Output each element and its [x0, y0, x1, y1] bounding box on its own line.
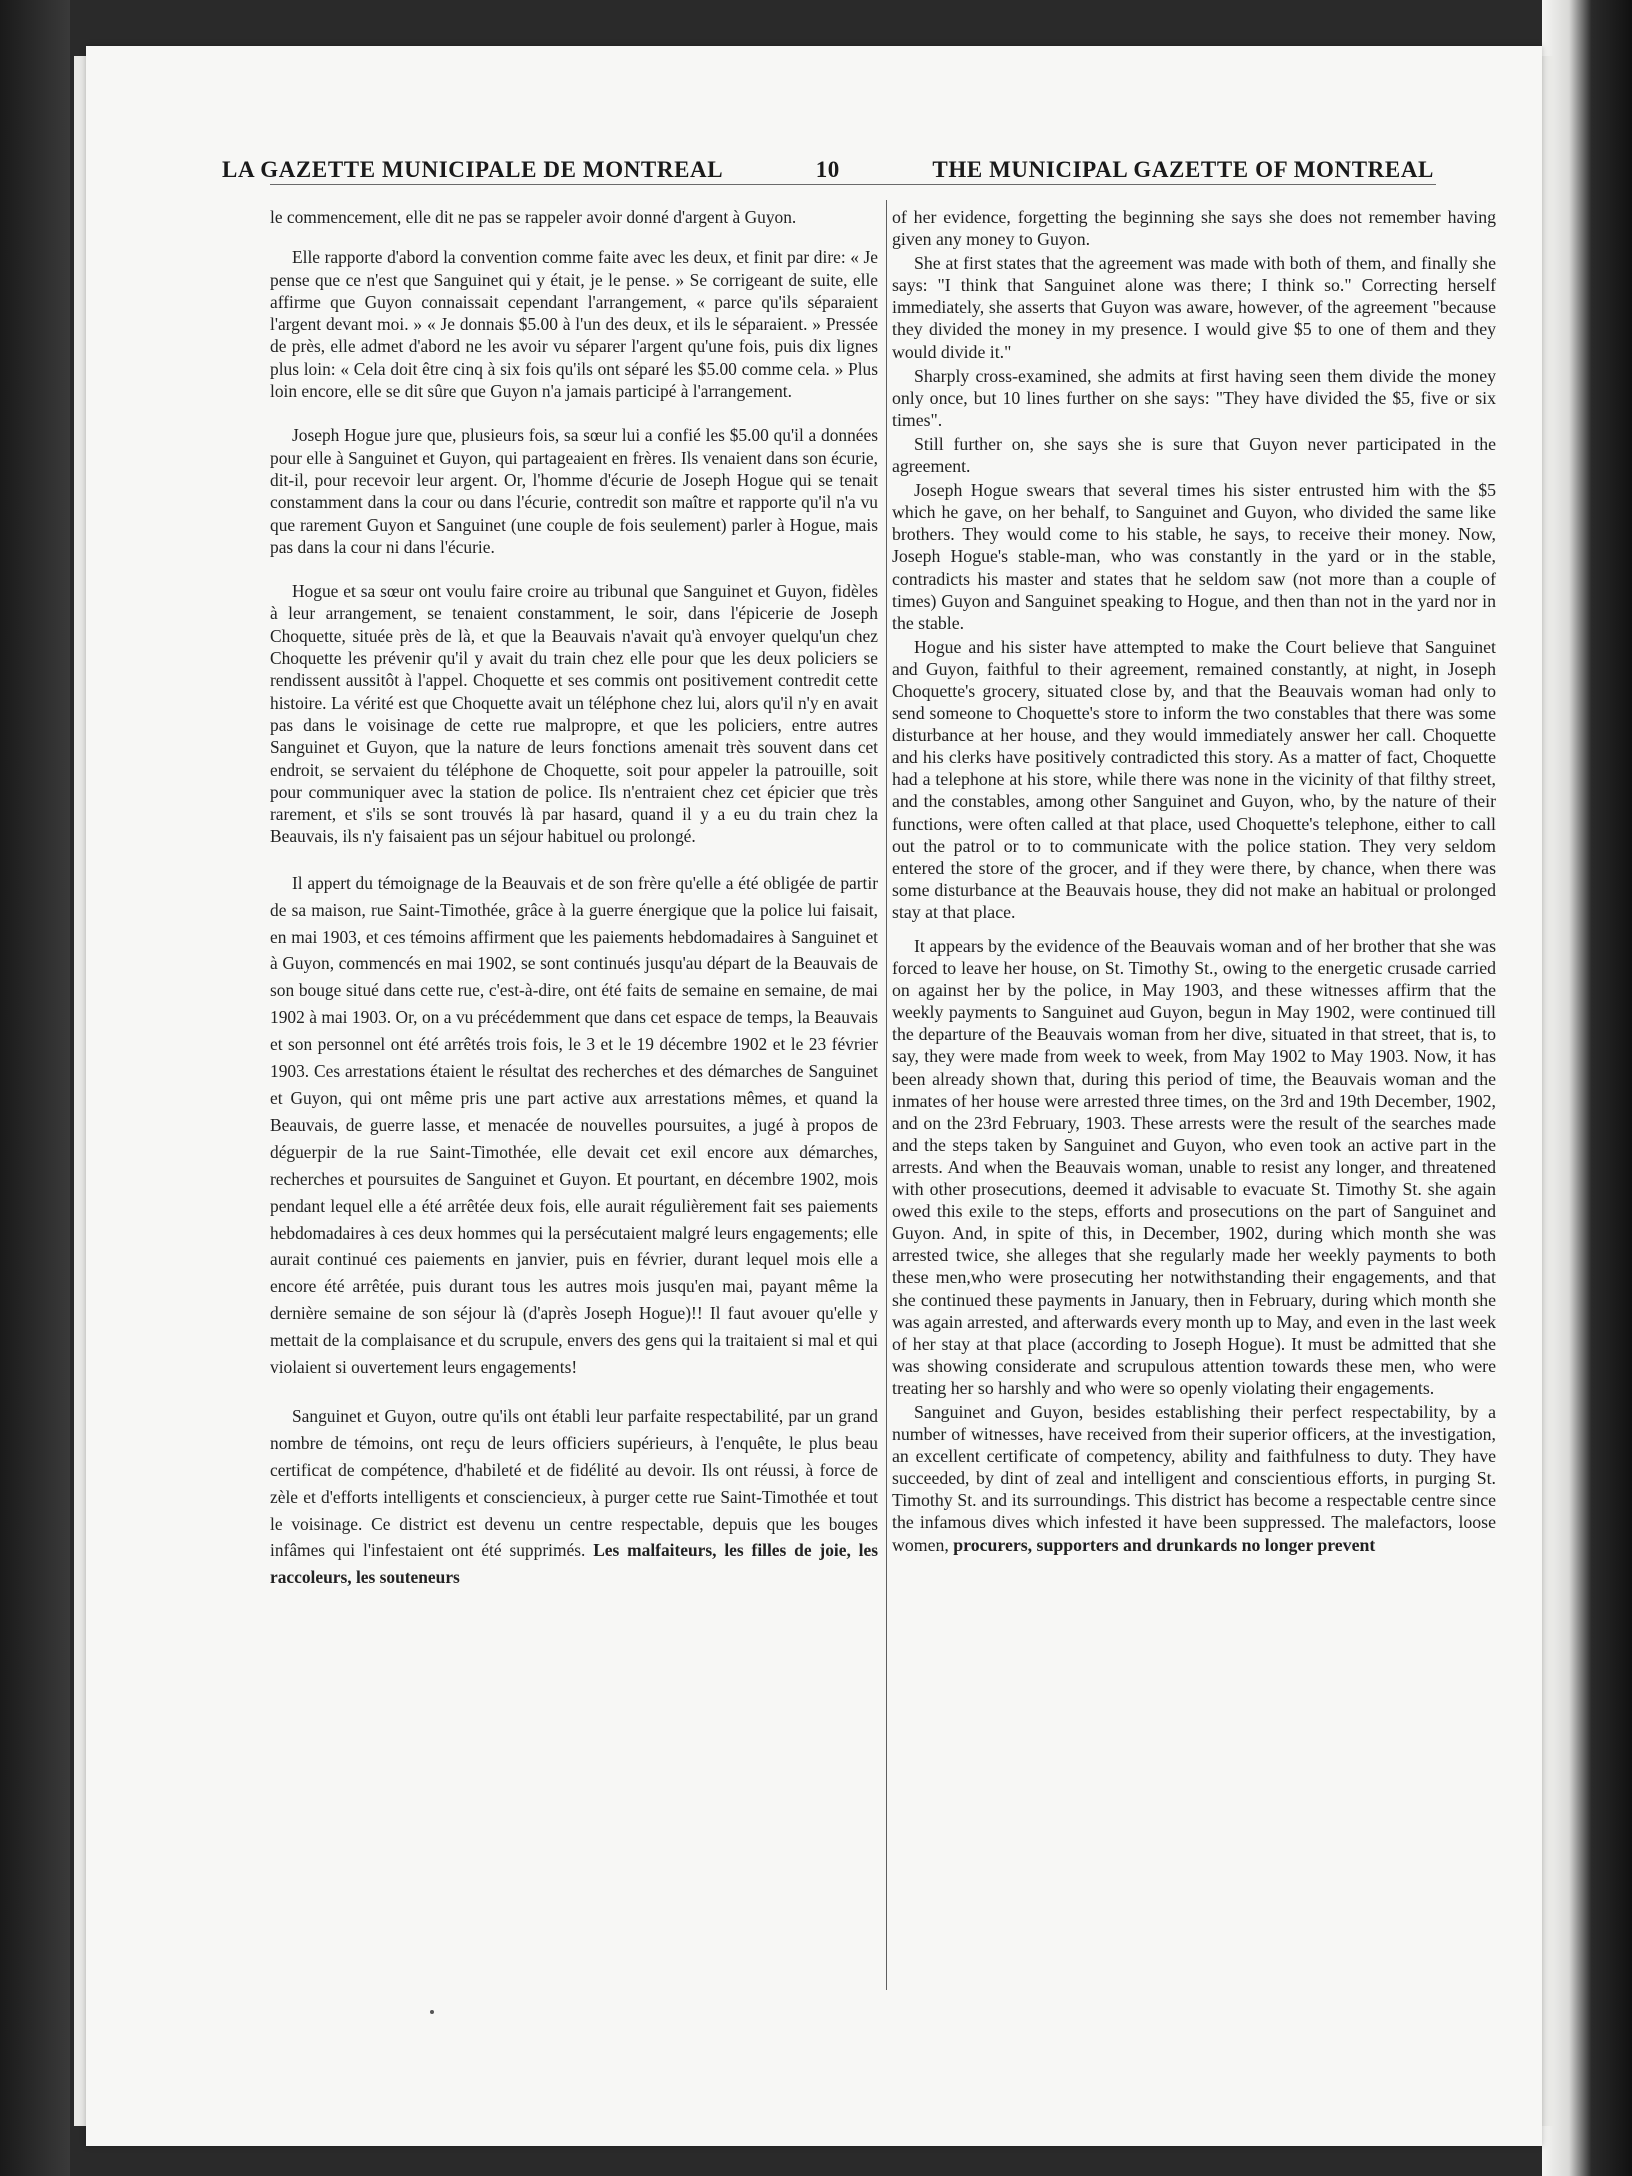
- scanner-backdrop-left: [0, 0, 70, 2176]
- page-number: 10: [815, 157, 840, 182]
- column-divider: [886, 200, 887, 1990]
- en-paragraph-text: Sanguinet and Guyon, besides establishing their perfect respectability, by a number of witnesses, have received from their superior officers, at the investigation, an excellent certificate of competency, ability and faithfulness to duty. They have succeeded, by dint of zeal and intelligent and conscientious efforts, in purging St. Timothy St. and its surroundings. This district has become a respectable centre since the infamous dives which infested it have been suppressed. The malefactors, loose women,: [892, 1401, 1496, 1555]
- header-title-en: THE MUNICIPAL GAZETTE OF MONTREAL: [932, 157, 1434, 182]
- en-paragraph: Hogue and his sister have attempted to make the Court believe that Sanguinet and Guyon, faithful to their agreement, remained constantly, at night, in Joseph Choquette's grocery, situated close by, and that the Beauvais woman had only to send someone to Choquette's store to inform the two constables that there was some disturbance at her house, and they would immediately answer her call. Choquette and his clerks have positively contradicted this story. As a matter of fact, Choquette had a telephone at his store, while there was none in the vicinity of that filthy street, and the constables, among other Sanguinet and Guyon, who, by the nature of their functions, were often called at that place, used Choquette's telephone, either to call out the patrol or to to communicate with the police station. They very seldom entered the store of the grocer, and if they were there, by chance, when there was some disturbance at the Beauvais house, they did not make an habitual or prolonged stay at that place.: [892, 636, 1496, 922]
- en-paragraph: Joseph Hogue swears that several times his sister entrusted him with the $5 which he gave, on her behalf, to Sanguinet and Guyon, who divided the same like brothers. They would come to his stable, he says, to receive their money. Now, Joseph Hogue's stable-man, who was constantly in the yard or in the stable, contradicts his master and states that he seldom saw (not more than a couple of times) Guyon and Sanguinet speaking to Hogue, and then than not in the yard nor in the stable.: [892, 480, 1496, 633]
- fr-paragraph: Joseph Hogue jure que, plusieurs fois, sa sœur lui a confié les $5.00 qu'il a données pour elle à Sanguinet et Guyon, qui partageaient en frères. Ils venaient dans son écurie, dit-il, pour recevoir leur argent. Or, l'homme d'écurie de Joseph Hogue qui se tenait constamment dans la cour ou dans l'écurie, contredit son maître et rapporte qu'il n'a vu que rarement Guyon et Sanguinet (une couple de fois seulement) parler à Hogue, mais pas dans la cour ni dans l'écurie.: [270, 425, 878, 557]
- print-speck: [430, 2010, 434, 2014]
- fr-paragraph-last: [270, 1403, 878, 1591]
- header-rule: [270, 184, 1436, 185]
- en-paragraph-last: [892, 1401, 1496, 1556]
- fr-paragraph-text: Sanguinet et Guyon, outre qu'ils ont établi leur parfaite respectabilité, par un grand nombre de témoins, ont reçu de leurs officiers supérieurs, à l'enquête, le plus beau certificat de compétence, d'habileté et de fidélité au devoir. Ils ont réussi, à force de zèle et d'efforts intelligents et consciencieux, à purger cette rue Saint-Timothée et tout le voisinage. Ce district est devenu un centre respectable, depuis que les bouges infâmes qui l'infestaient ont été supprimés.: [270, 1405, 878, 1561]
- fr-bold-continuation: Les malfaiteurs, les filles de joie, les raccoleurs, les souteneurs: [270, 1540, 878, 1588]
- en-paragraph: She at first states that the agreement was made with both of them, and finally she says: "I think that Sanguinet alone was there; I think so." Correcting herself immediately, she asserts that Guyon was aware, however, of the agreement "because they divided the money in my presence. I would give $5 to one of them and they would divide it.": [892, 253, 1496, 362]
- en-bold-continuation: procurers, supporters and drunkards no longer prevent: [953, 1534, 1376, 1555]
- en-paragraph: Still further on, she says she is sure that Guyon never participated in the agreement.: [892, 433, 1496, 477]
- english-column: [892, 206, 1496, 1558]
- fr-paragraph: Il appert du témoignage de la Beauvais et de son frère qu'elle a été obligée de partir de sa maison, rue Saint-Timothée, grâce à la guerre énergique que la police lui faisait, en mai 1903, et ces témoins affirment que les paiements hebdomadaires à Sanguinet et à Guyon, commencés en mai 1902, se sont continués jusqu'au départ de la Beauvais de son bouge situé dans cette rue, c'est-à-dire, ont été faits de semaine en semaine, de mai 1902 à mai 1903. Or, on a vu précédemment que dans cet espace de temps, la Beauvais et son personnel ont été arrêtés trois fois, le 3 et le 19 décembre 1902 et le 23 février 1903. Ces arrestations étaient le résultat des recherches et des démarches de Sanguinet et Guyon, qui ont même pris une part active aux arrestations mêmes, et quand la Beauvais, de guerre lasse, et menacée de nouvelles poursuites, a jugé à propos de déguerpir de la rue Saint-Timothée, elle devait cet exil encore aux démarches, recherches et poursuites de Sanguinet et Guyon. Et pourtant, en décembre 1902, mois pendant lequel elle a été arrêtée deux fois, elle aurait régulièrement fait ses paiements hebdomadaires à ces deux hommes qui la persécutaient malgré leurs engagements; elle aurait continué ces paiements en janvier, puis en février, durant lequel mois elle a encore été arrêtée, puis durant tous les autres mois jusqu'en mai, payant même la dernière semaine de son séjour là (d'après Joseph Hogue)!! Il faut avouer qu'elle y mettait de la complaisance et du scrupule, envers des gens qui la traitaient si mal et qui violaient si ouvertement leurs engagements!: [270, 872, 878, 1378]
- en-paragraph: of her evidence, forgetting the beginning she says she does not remember having given any money to Guyon.: [892, 207, 1496, 250]
- en-paragraph: It appears by the evidence of the Beauvais woman and of her brother that she was forced to leave her house, on St. Timothy St., owing to the energetic crusade carried on against her by the police, in May 1903, and these witnesses affirm that the weekly payments to Sanguinet aud Guyon, begun in May 1902, were continued till the departure of the Beauvais woman from her dive, situated in that street, that is, to say, they were made from week to week, from May 1902 to May 1903. Now, it has been already shown that, during this period of time, the Beauvais woman and the inmates of her house were arrested three times, on the 3rd and 19th December, 1902, and on the 23rd February, 1903. These arrests were the result of the searches made and the steps taken by Sanguinet and Guyon, who even took an active part in the arrests. And when the Beauvais woman, unable to resist any longer, and threatened with other prosecutions, deemed it advisable to evacuate St. Timothy St. she again owed this exile to the steps, efforts and prosecutions on the part of Sanguinet and Guyon. And, in spite of this, in December, 1902, during which month she was arrested twice, she alleges that she regularly made her weekly payments to both these men,who were prosecuting her notwithstanding their engagements, and that she continued these payments in January, then in February, during which month she was again arrested, and afterwards every month up to May, and even in the last week of her stay at that place (according to Joseph Hogue). It must be admitted that she was showing considerate and scrupulous attention towards these men, who were treating her so harshly and who were so openly violating their engagements.: [892, 936, 1496, 1398]
- header-title-fr: LA GAZETTE MUNICIPALE DE MONTREAL: [222, 157, 724, 182]
- french-column: [270, 206, 878, 1613]
- en-paragraph: Sharply cross-examined, she admits at first having seen them divide the money only once, but 10 lines further on she says: "They have divided the $5, five or six times".: [892, 365, 1496, 430]
- fr-paragraph: Elle rapporte d'abord la convention comme faite avec les deux, et finit par dire: « Je pense que ce n'est que Sanguinet qui y était, je le pense. » Se corrigeant de suite, elle affirme que Guyon connaissait cependant l'arrangement, « parce qu'ils séparaient l'argent devant moi. » « Je donnais $5.00 à l'un des deux, et ils le séparaient. » Pressée de près, elle admet d'abord ne les avoir vu séparer l'argent qu'une fois, puis dix lignes plus loin: « Cela doit être cinq à six fois qu'ils ont séparé les $5.00 comme cela. » Plus loin encore, elle se dit sûre que Guyon n'a jamais participé à l'arrangement.: [270, 247, 878, 402]
- fr-paragraph: Hogue et sa sœur ont voulu faire croire au tribunal que Sanguinet et Guyon, fidèles à leur arrangement, se tenaient constamment, le soir, dans l'épicerie de Joseph Choquette, située près de là, et que la Beauvais n'avait qu'à envoyer quelqu'un chez Choquette les prévenir qu'il y avait du train chez elle pour que les deux policiers se rendissent aussitôt à l'appel. Choquette et ses commis ont positivement contredit cette histoire. La vérité est que Choquette avait un téléphone chez lui, alors qu'il n'y en avait pas dans le voisinage de cette rue malpropre, et que les policiers, entre autres Sanguinet et Guyon, que la nature de leurs fonctions amenait très souvent dans cet endroit, se servaient du téléphone de Choquette, soit pour appeler la patrouille, soit pour communiquer avec la station de police. Ils n'entraient chez cet épicier que très rarement, et s'ils se sont trouvés là par hasard, quand il y a eu du train chez la Beauvais, ils n'y faisaient pas un séjour habituel ou prolongé.: [270, 581, 878, 847]
- fr-paragraph: le commencement, elle dit ne pas se rappeler avoir donné d'argent à Guyon.: [270, 207, 797, 227]
- scanner-backdrop-right: [1542, 0, 1632, 2176]
